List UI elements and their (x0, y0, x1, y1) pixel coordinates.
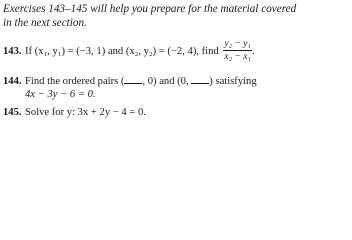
exercise-text-end: . (251, 45, 255, 57)
fraction-denominator: x₂ − x₁ (224, 51, 251, 62)
exercise-text: , 0) and (0, (142, 76, 189, 87)
exercise-143 (3, 40, 349, 63)
intro-line-2: in the next section. (3, 17, 87, 29)
exercise-number: 144. (3, 76, 22, 87)
exercise-text: Solve for y: 3x + 2y − 4 = 0. (25, 107, 146, 118)
exercise-text: ) satisfying (209, 76, 257, 87)
exercise-intro (3, 2, 349, 30)
intro-line-1: Exercises 143–145 will help you prepare for the material covered (3, 3, 297, 15)
exercise-145 (3, 106, 349, 119)
exercise-number: 143. (3, 45, 22, 57)
answer-blank (124, 74, 142, 84)
exercise-text: Find the ordered pairs ( (25, 76, 125, 87)
exercise-text: If (x₁, y₁) = (−3, 1) and (x₂, y₂) = (−2, 4), find (25, 45, 219, 57)
slope-fraction (223, 39, 251, 62)
answer-blank (191, 74, 209, 84)
exercise-number: 145. (3, 107, 22, 118)
equation: 4x − 3y − 6 = 0. (25, 89, 96, 100)
exercise-144 (3, 74, 349, 101)
fraction-numerator: y₂ − y₁ (224, 38, 251, 49)
